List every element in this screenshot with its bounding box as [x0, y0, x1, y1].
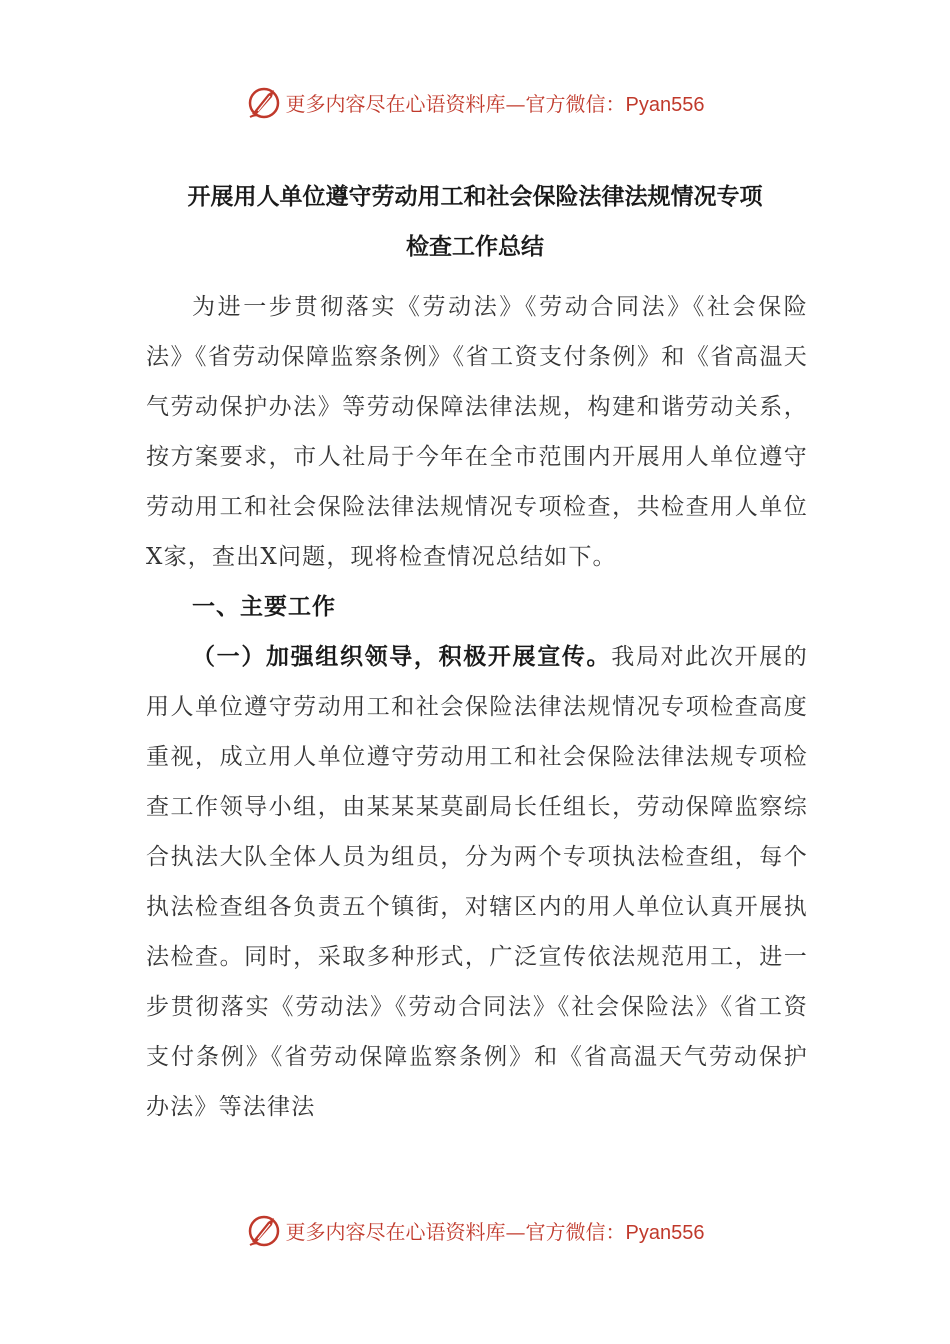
quill-logo-icon [246, 1212, 282, 1248]
section-heading: 一、主要工作 [192, 594, 336, 620]
subsection-lead: （一）加强组织领导，积极开展宣传。 [192, 644, 612, 670]
subsection-body: 我局对此次开展的用人单位遵守劳动用工和社会保险法律法规情况专项检查高度重视，成立用人单位遵守劳动用工和社会保险法律法规专项检查工作领导小组，由某某某莫副局长任组长，劳动保障监察综合执法大队全体人员为组员，分为两个专项执法检查组，每个执法检查组各负责五个镇街，对辖区内的用人单位认真开展执法检查。同时，采取多种形式，广泛宣传依法规范用工，进一步贯彻落实《劳动法》《劳动合同法》《社会保险法》《省工资支付条例》《省劳动保障监察条例》和《省高温天气劳动保护办法》等法律法 [146, 644, 808, 1120]
intro-paragraph: 为进一步贯彻落实《劳动法》《劳动合同法》《社会保险法》《省劳动保障监察条例》《省工资支付条例》和《省高温天气劳动保护办法》等劳动保障法律法规，构建和谐劳动关系，按方案要求，市人社局于今年在全市范围内开展用人单位遵守劳动用工和社会保险法律法规情况专项检查，共检查用人单位X家，查出X问题，现将检查情况总结如下。 [146, 294, 808, 570]
subsection-paragraph [146, 632, 808, 1132]
header-watermark [0, 82, 950, 122]
document-title-line-2: 检查工作总结 [406, 234, 544, 260]
watermark-text: 更多内容尽在心语资料库—官方微信：Pyan556 [285, 1219, 705, 1244]
document-body [146, 282, 808, 1132]
footer-watermark [0, 1210, 950, 1250]
document-title-line-1: 开展用人单位遵守劳动用工和社会保险法律法规情况专项 [187, 184, 763, 210]
wechat-id: Pyan556 [625, 93, 705, 116]
quill-logo-icon [246, 84, 282, 120]
watermark-text: 更多内容尽在心语资料库—官方微信：Pyan556 [285, 91, 705, 116]
wechat-id: Pyan556 [625, 1221, 705, 1244]
